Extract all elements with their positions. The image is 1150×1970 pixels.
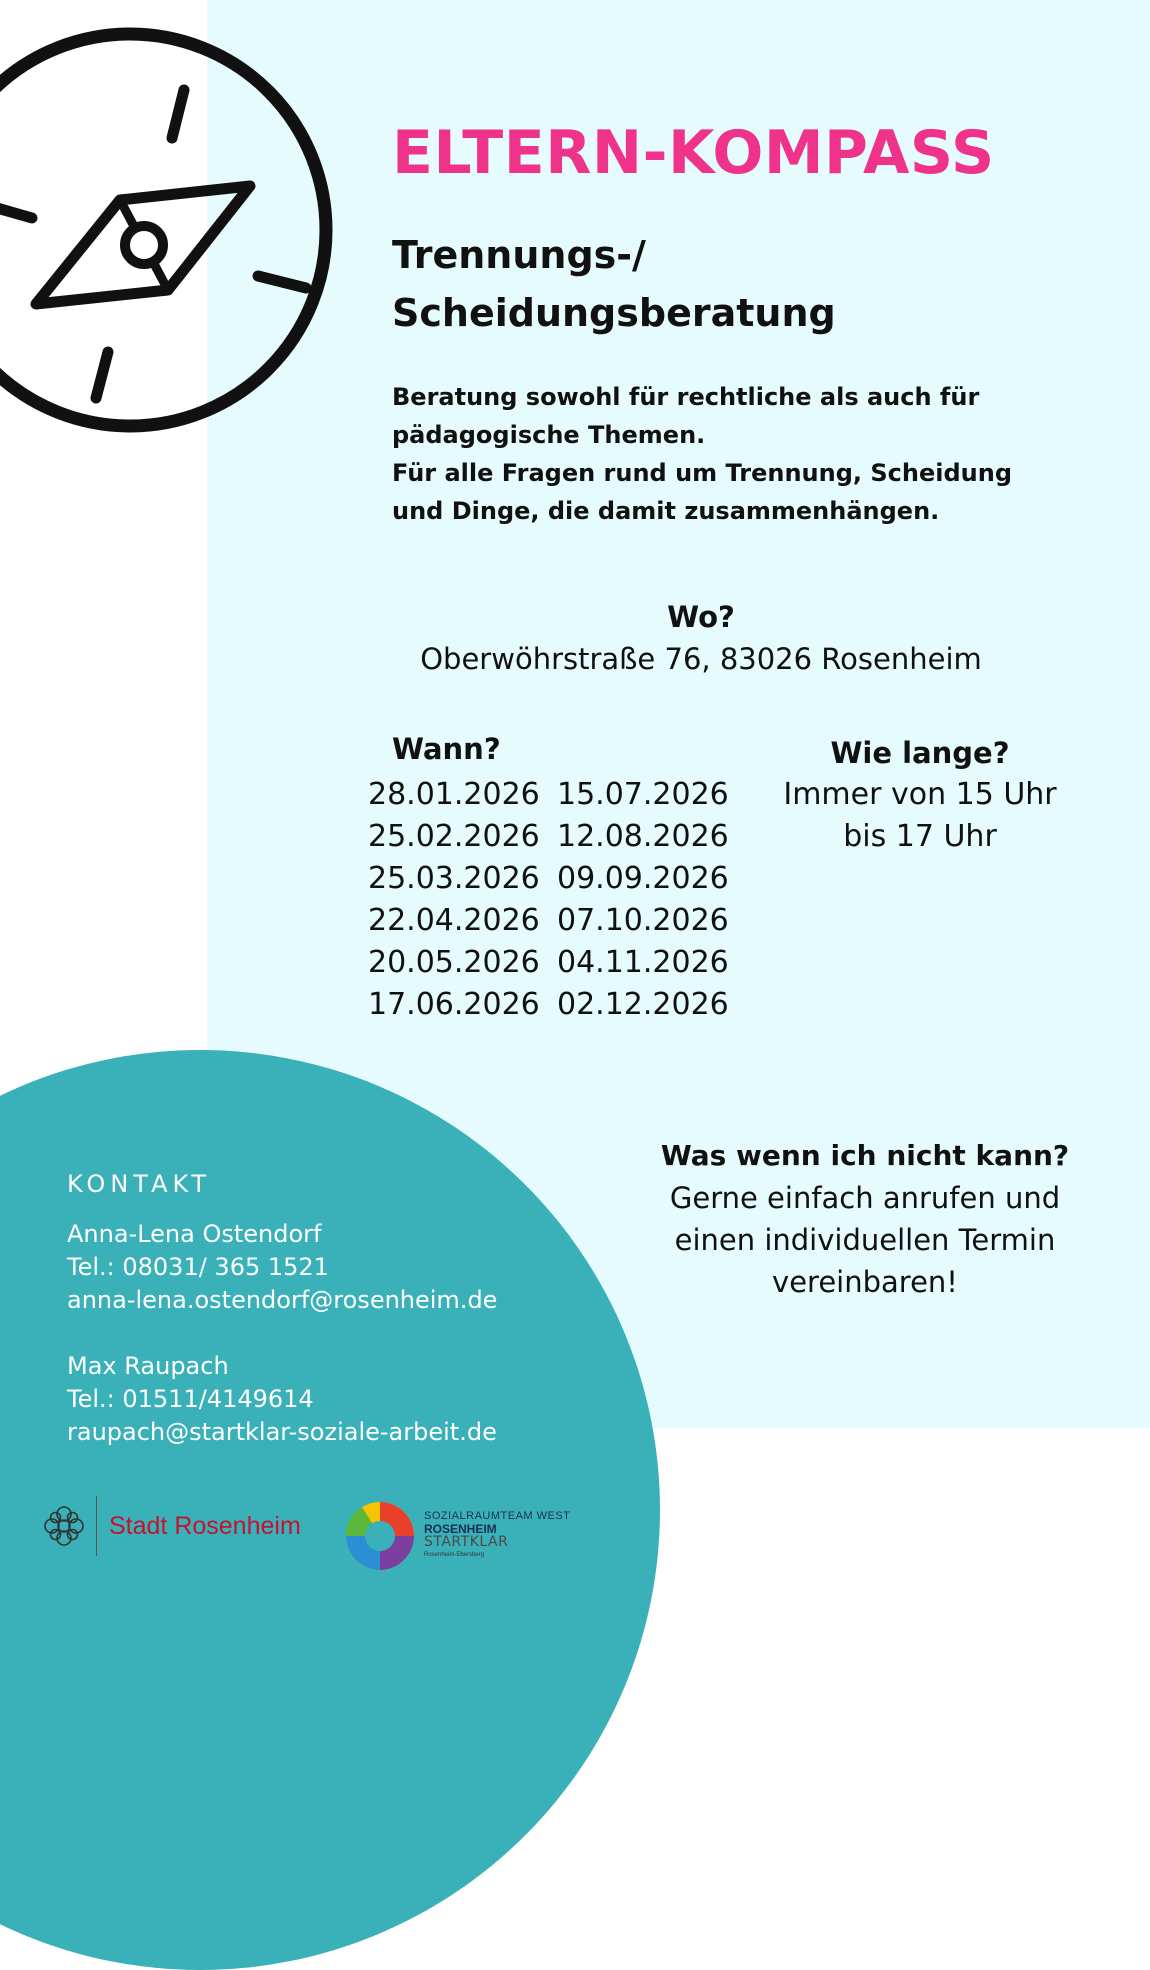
cannot-heading: Was wenn ich nicht kann?	[660, 1139, 1070, 1172]
sozialraumteam-logo	[342, 1498, 570, 1574]
contact-person	[67, 1350, 497, 1449]
date-item: 12.08.2026	[557, 819, 729, 854]
intro-line: Beratung sowohl für rechtliche als auch für	[392, 383, 980, 411]
cannot-attend-block	[630, 1135, 1100, 1303]
intro-line: und Dinge, die damit zusammenhängen.	[392, 497, 940, 525]
logo-line: SOZIALRAUMTEAM WEST	[424, 1510, 571, 1522]
logo-line: ROSENHEIM	[424, 1522, 497, 1536]
subtitle-line: Scheidungsberatung	[392, 291, 836, 335]
contact-email[interactable]: anna-lena.ostendorf@rosenheim.de	[67, 1286, 498, 1314]
stadt-rosenheim-logo	[38, 1490, 301, 1562]
date-item: 20.05.2026	[368, 945, 540, 980]
contact-name: Max Raupach	[67, 1352, 229, 1380]
date-item: 15.07.2026	[557, 777, 729, 812]
contact-email[interactable]: raupach@startklar-soziale-arbeit.de	[67, 1418, 497, 1446]
where-heading: Wo?	[667, 600, 735, 634]
compass-icon	[0, 0, 360, 440]
contact-name: Anna-Lena Ostendorf	[67, 1220, 322, 1248]
cannot-line: einen individuellen Termin	[674, 1223, 1056, 1257]
date-item: 07.10.2026	[557, 903, 729, 938]
date-item: 22.04.2026	[368, 903, 540, 938]
where-address: Oberwöhrstraße 76, 83026 Rosenheim	[420, 642, 982, 676]
date-item: 28.01.2026	[368, 777, 540, 812]
intro-text	[392, 378, 1072, 530]
date-item: 17.06.2026	[368, 987, 540, 1022]
rose-emblem-icon	[38, 1500, 90, 1552]
intro-line: pädagogische Themen.	[392, 421, 706, 449]
subtitle	[392, 226, 1012, 342]
contact-list	[67, 1218, 497, 1482]
date-item: 25.03.2026	[368, 861, 540, 896]
contact-phone[interactable]: Tel.: 08031/ 365 1521	[67, 1253, 329, 1281]
duration-heading: Wie lange?	[830, 736, 1010, 770]
dates-column-2	[557, 774, 729, 1026]
sozialraumteam-text	[424, 1510, 570, 1562]
stadt-name: Stadt Rosenheim	[109, 1511, 301, 1540]
logo-line: STARTKLAR	[424, 1534, 509, 1550]
logo-divider	[96, 1496, 97, 1556]
dates-column-1	[368, 774, 540, 1026]
duration-block	[770, 732, 1070, 858]
startklar-swirl-icon	[342, 1498, 418, 1574]
logo-line: Rosenheim-Ebersberg	[424, 1552, 485, 1558]
subtitle-line: Trennungs-/	[392, 233, 646, 277]
contact-heading: KONTAKT	[67, 1170, 212, 1198]
date-item: 25.02.2026	[368, 819, 540, 854]
cannot-line: vereinbaren!	[772, 1265, 958, 1299]
intro-line: Für alle Fragen rund um Trennung, Scheidung	[392, 459, 1013, 487]
contact-person	[67, 1218, 497, 1317]
date-item: 09.09.2026	[557, 861, 729, 896]
cannot-line: Gerne einfach anrufen und	[669, 1181, 1061, 1215]
contact-phone[interactable]: Tel.: 01511/4149614	[67, 1385, 314, 1413]
date-item: 02.12.2026	[557, 987, 729, 1022]
page-title: ELTERN-KOMPASS	[392, 118, 995, 188]
when-heading: Wann?	[392, 732, 501, 766]
duration-line: Immer von 15 Uhr	[783, 777, 1057, 812]
date-item: 04.11.2026	[557, 945, 729, 980]
duration-line: bis 17 Uhr	[843, 819, 997, 854]
